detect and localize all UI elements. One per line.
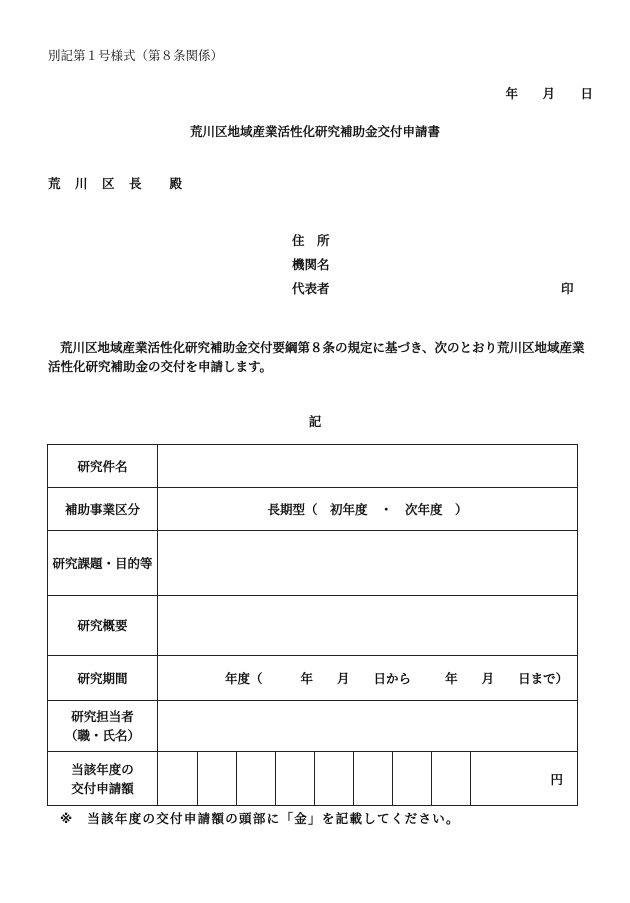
requested-amount-label [48,752,158,806]
research-staff-field[interactable] [158,701,578,752]
period-day-until: 日まで） [518,671,569,686]
amount-digit-cell[interactable] [158,752,197,805]
period-month-2: 月 [481,671,495,686]
period-year-2: 年 [445,671,458,686]
application-statement: 荒川区地域産業活性化研究補助金交付要綱第８条の規定に基づき、次のとおり荒川区地域産業活性化研究補助金の交付を申請します。 [48,340,585,374]
table-row [48,752,578,806]
table-row [48,656,578,701]
table-row [48,445,578,488]
research-summary-label: 研究概要 [48,596,158,656]
table-row [48,596,578,656]
requested-amount-field [158,752,578,806]
document-title: 荒川区地域産業活性化研究補助金交付申請書 [189,124,440,139]
addressee: 荒 川 区 長 殿 [48,176,184,191]
amount-digit-grid [158,752,577,805]
research-purpose-label: 研究課題・目的等 [48,531,158,596]
form-number: 別記第１号様式（第８条関係） [48,48,224,63]
project-category-value[interactable]: 長期型（ 初年度 ・ 次年度 ） [158,488,578,531]
ki-heading: 記 [308,414,322,429]
date-day: 日 [580,86,593,101]
organization-label: 機関名 [292,257,330,272]
table-row [48,488,578,531]
date-year: 年 [505,86,518,101]
seal-mark: 印 [561,281,574,296]
amount-digit-cell[interactable] [353,752,392,805]
amount-digit-cell[interactable] [197,752,236,805]
representative-label: 代表者 [292,281,330,296]
period-year-1: 年 [300,671,314,686]
table-row [48,701,578,752]
research-period-field[interactable] [158,656,578,701]
period-year-open: 年度（ [225,671,263,686]
amount-digit-cell[interactable] [236,752,275,805]
project-category-label: 補助事業区分 [48,488,158,531]
amount-digit-cell[interactable] [275,752,314,805]
yen-unit: 円 [550,771,563,787]
research-staff-label-line1: 研究担当者 [71,709,134,724]
research-period-label: 研究期間 [48,656,158,701]
amount-digit-cell[interactable] [392,752,431,805]
research-staff-label [48,701,158,752]
amount-digit-cell[interactable] [431,752,470,805]
research-title-field[interactable] [158,445,578,488]
amount-digit-cell[interactable] [314,752,353,805]
period-day-from: 日から [373,671,412,686]
submission-date [480,84,593,102]
research-staff-label-line2: （職・氏名） [64,728,140,743]
requested-amount-label-line1: 当該年度の [71,761,134,777]
period-month-1: 月 [337,671,350,686]
date-month: 月 [542,86,555,101]
address-label: 住 所 [292,233,330,248]
footnote: ※ 当該年度の交付申請額の頭部に「金」を記載してください。 [60,811,460,826]
research-purpose-field[interactable] [158,531,578,596]
requested-amount-label-line2: 交付申請額 [71,780,134,796]
research-title-label: 研究件名 [48,445,158,488]
table-row [48,531,578,596]
research-summary-field[interactable] [158,596,578,656]
application-table [47,444,578,806]
